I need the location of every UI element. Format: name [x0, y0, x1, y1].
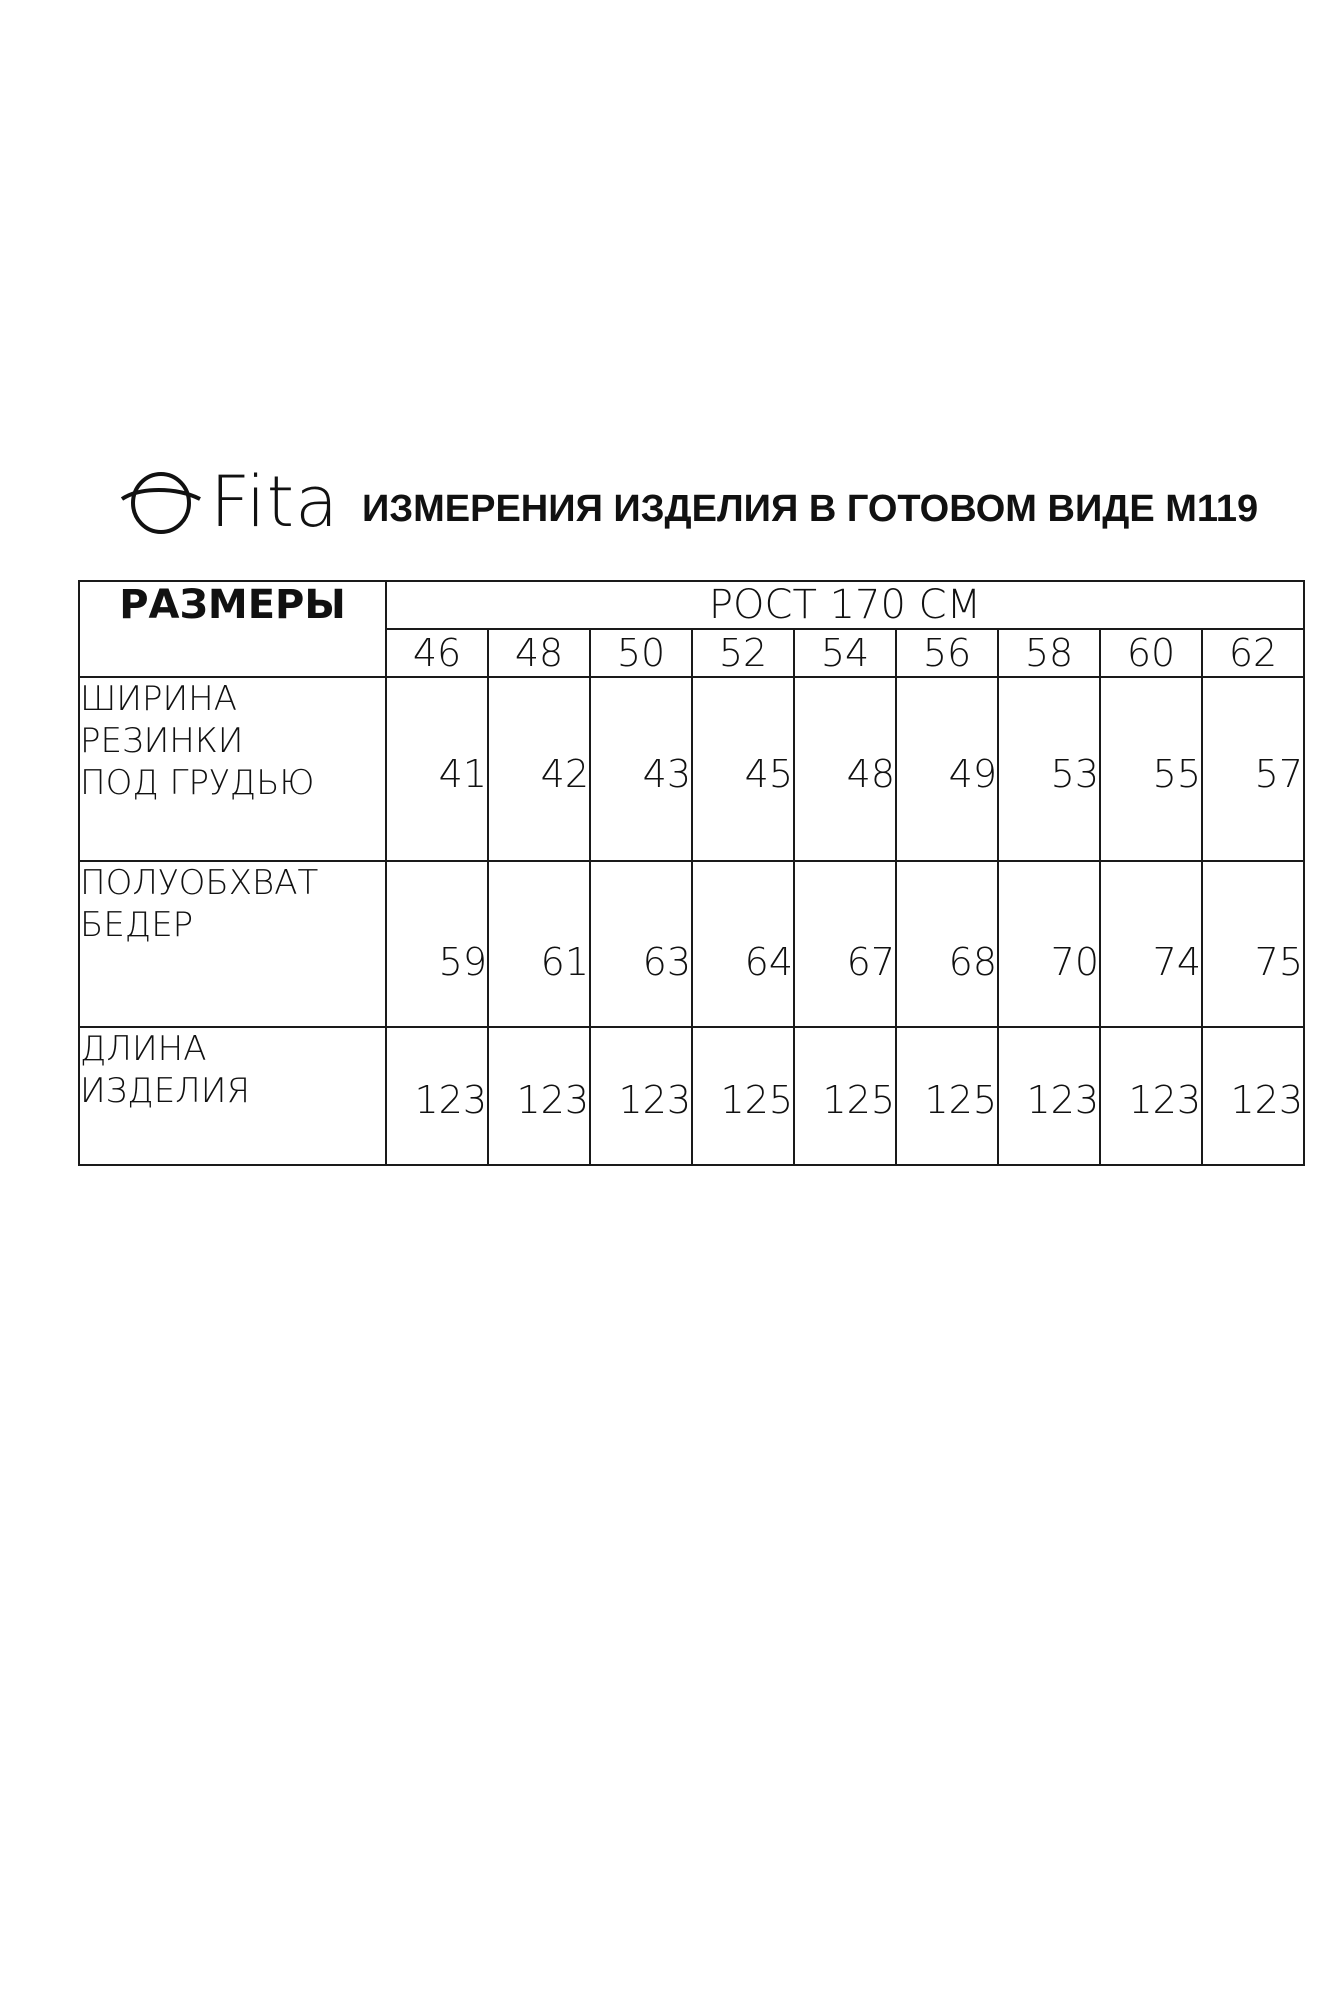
table-cell: 55	[1100, 677, 1202, 861]
size-header: 50	[590, 629, 692, 677]
row-label: ДЛИНА ИЗДЕЛИЯ	[79, 1027, 386, 1165]
table-cell: 41	[386, 677, 488, 861]
size-header: 48	[488, 629, 590, 677]
table-cell: 123	[1100, 1027, 1202, 1165]
row-label: ПОЛУОБХВАТ БЕДЕР	[79, 861, 386, 1027]
table-cell: 63	[590, 861, 692, 1027]
table-cell: 42	[488, 677, 590, 861]
sizes-header-cell: РАЗМЕРЫ	[79, 581, 386, 677]
table-cell: 49	[896, 677, 998, 861]
size-header: 54	[794, 629, 896, 677]
table-cell: 67	[794, 861, 896, 1027]
table-cell: 74	[1100, 861, 1202, 1027]
table-cell: 68	[896, 861, 998, 1027]
fita-logo-icon	[120, 465, 202, 537]
table-row	[79, 677, 1304, 861]
size-header: 46	[386, 629, 488, 677]
brand-logo	[120, 455, 340, 550]
table-cell: 123	[998, 1027, 1100, 1165]
table-cell: 61	[488, 861, 590, 1027]
table-cell: 59	[386, 861, 488, 1027]
table-cell: 123	[386, 1027, 488, 1165]
height-header-row	[79, 581, 1304, 629]
page-title: ИЗМЕРЕНИЯ ИЗДЕЛИЯ В ГОТОВОМ ВИДЕ М119	[362, 488, 1259, 530]
size-header: 52	[692, 629, 794, 677]
page-header	[120, 455, 1259, 550]
table-cell: 125	[896, 1027, 998, 1165]
size-header: 60	[1100, 629, 1202, 677]
size-header: 56	[896, 629, 998, 677]
table-cell: 125	[692, 1027, 794, 1165]
table-cell: 123	[1202, 1027, 1304, 1165]
table-cell: 57	[1202, 677, 1304, 861]
size-header: 62	[1202, 629, 1304, 677]
table-cell: 123	[488, 1027, 590, 1165]
table-cell: 125	[794, 1027, 896, 1165]
logo-text: Fita	[210, 461, 339, 543]
table-row	[79, 861, 1304, 1027]
table-cell: 70	[998, 861, 1100, 1027]
height-header-cell: РОСТ 170 СМ	[386, 581, 1304, 629]
table-row	[79, 1027, 1304, 1165]
size-header: 58	[998, 629, 1100, 677]
table-cell: 43	[590, 677, 692, 861]
table-cell: 75	[1202, 861, 1304, 1027]
table-cell: 45	[692, 677, 794, 861]
measurement-table	[78, 580, 1305, 1166]
row-label: ШИРИНА РЕЗИНКИ ПОД ГРУДЬЮ	[79, 677, 386, 861]
table-cell: 123	[590, 1027, 692, 1165]
table-cell: 64	[692, 861, 794, 1027]
table-cell: 53	[998, 677, 1100, 861]
table-cell: 48	[794, 677, 896, 861]
